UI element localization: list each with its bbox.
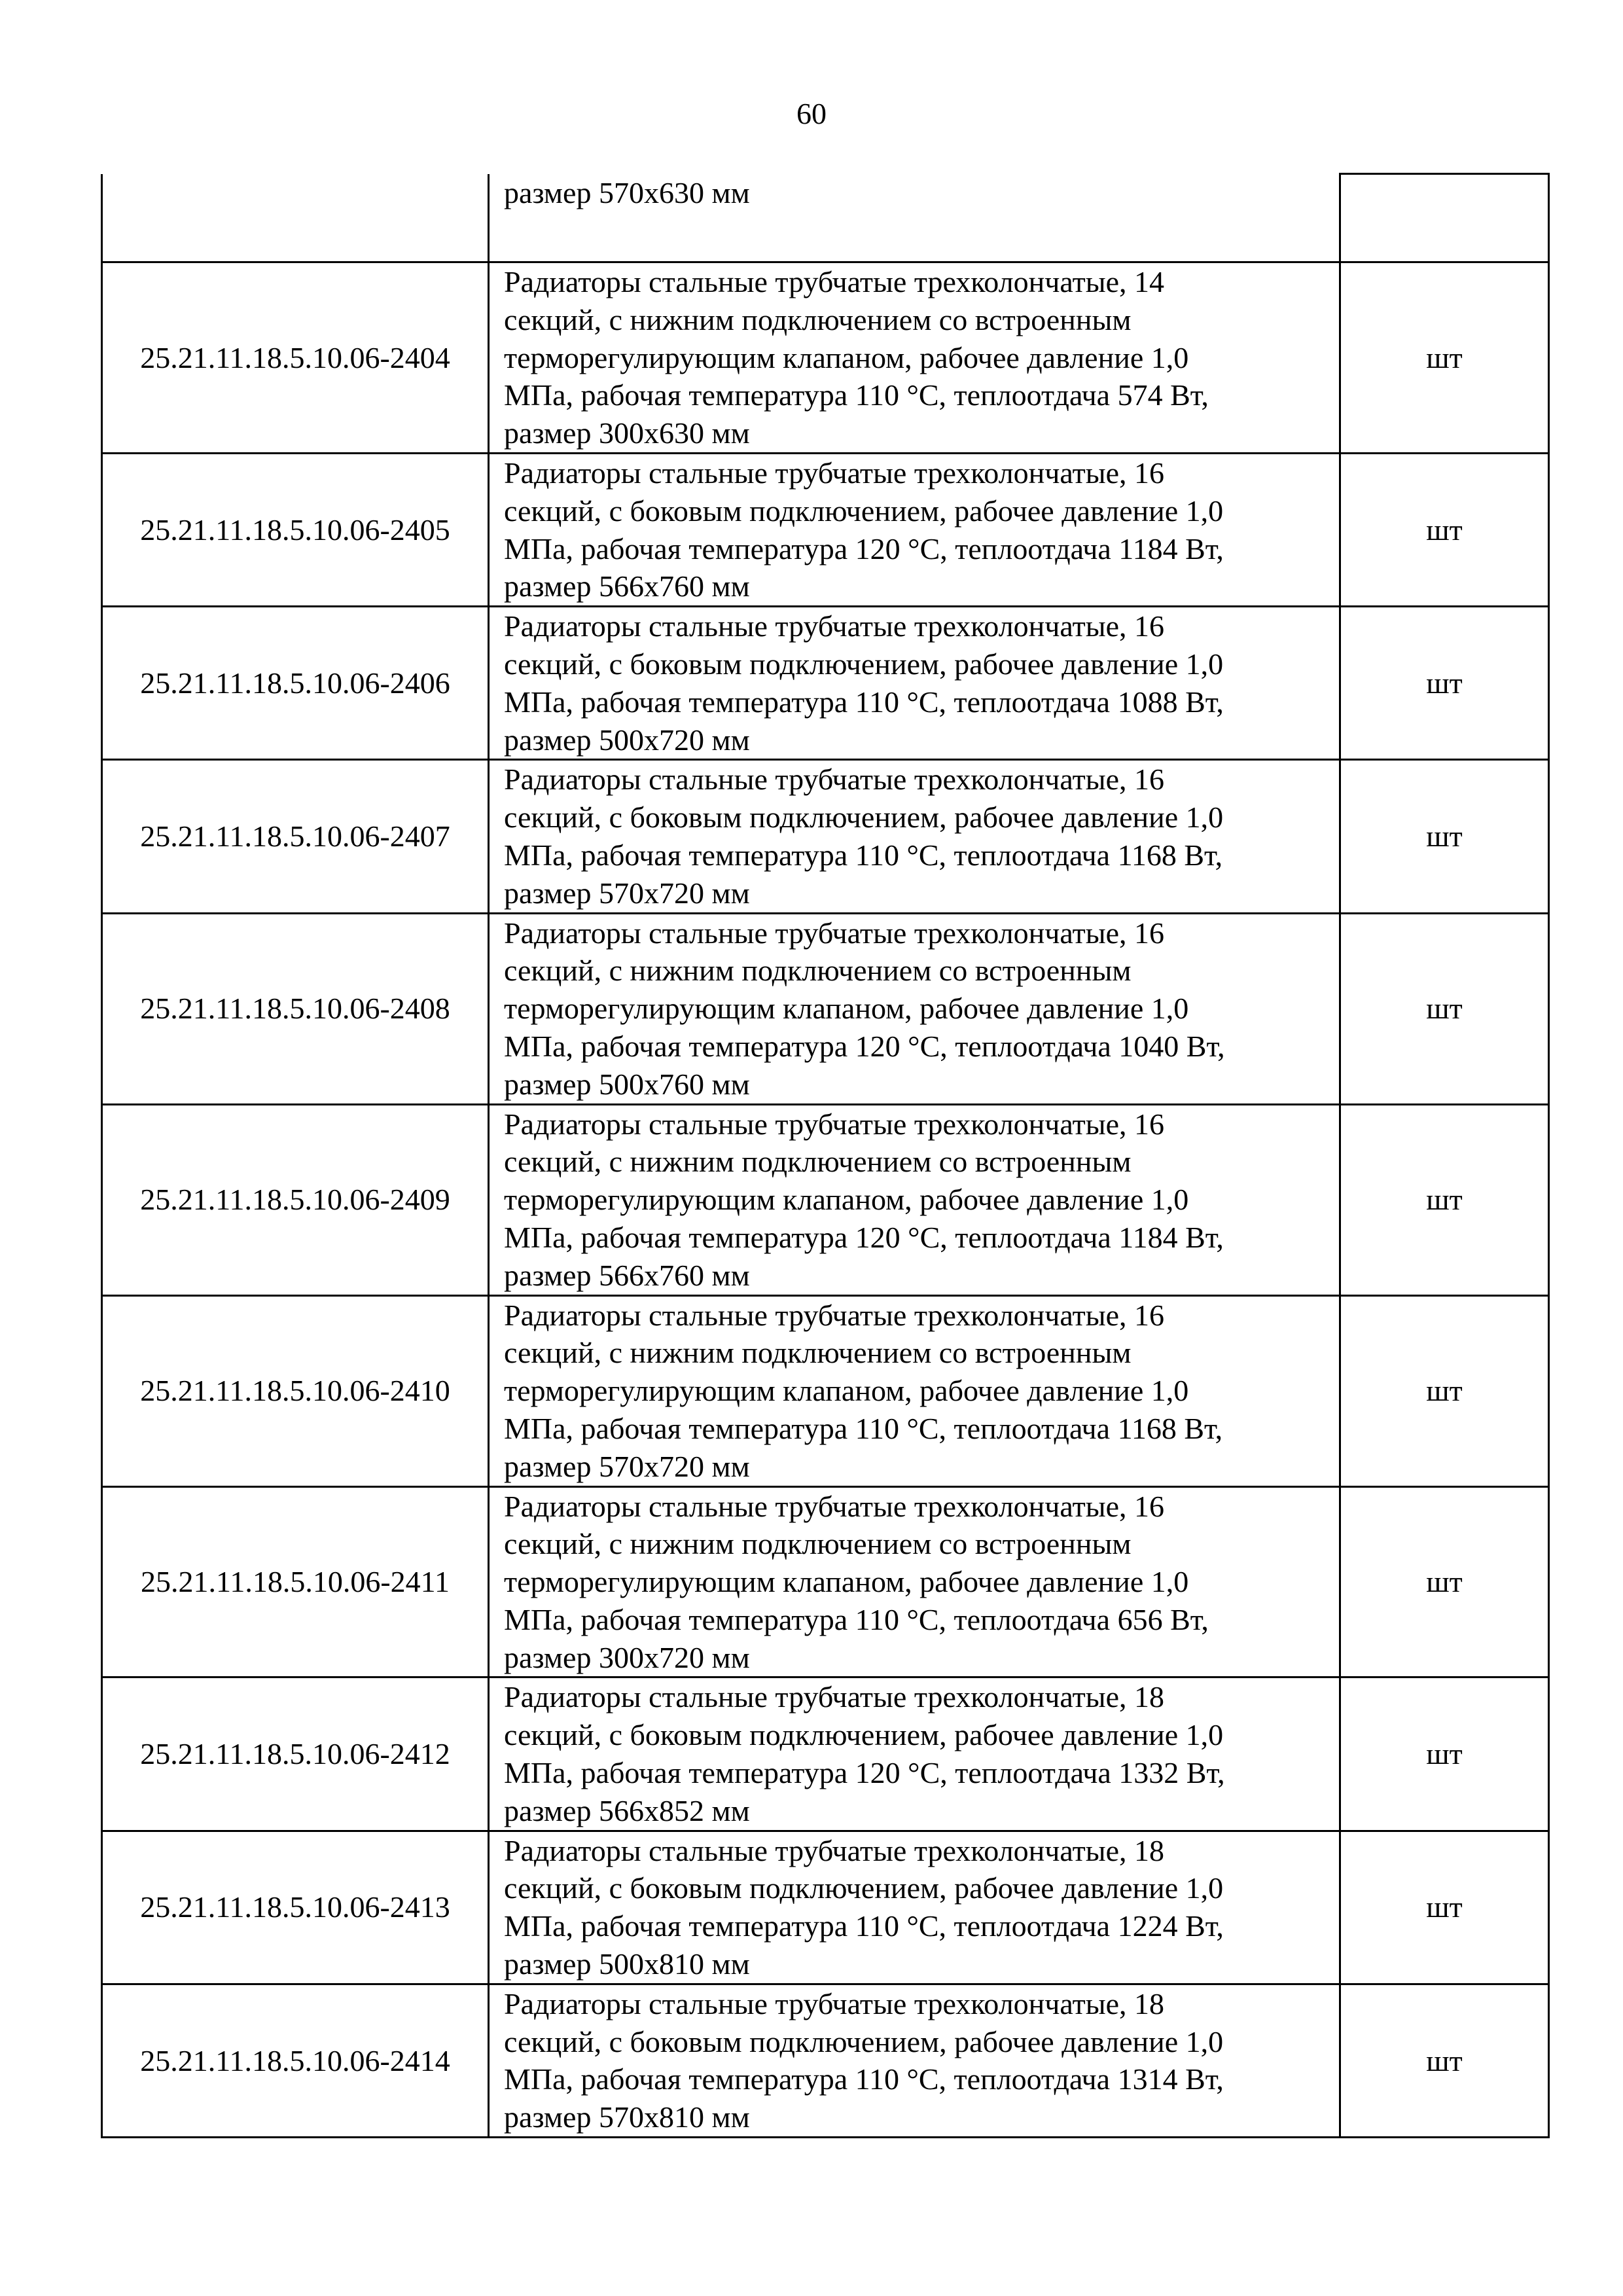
description-line: секций, с нижним подключением со встроенным bbox=[504, 1336, 1132, 1370]
code-cell: 25.21.11.18.5.10.06-2413 bbox=[102, 1831, 489, 1984]
description-cell bbox=[489, 1486, 1340, 1677]
description-line: секций, с боковым подключением, рабочее давление 1,0 bbox=[504, 2024, 1224, 2058]
description-line: размер 500х810 мм bbox=[504, 1947, 750, 1981]
unit-cell: шт bbox=[1340, 1104, 1549, 1295]
description-line: терморегулирующим клапаном, рабочее давление 1,0 bbox=[504, 340, 1189, 374]
table-row bbox=[102, 913, 1549, 1104]
unit-cell: шт bbox=[1340, 453, 1549, 606]
description-line: Радиаторы стальные трубчатые трехколончатые, 16 bbox=[504, 762, 1165, 797]
description-line: размер 300х630 мм bbox=[504, 416, 750, 450]
description-cell bbox=[489, 760, 1340, 913]
description-line: Радиаторы стальные трубчатые трехколончатые, 14 bbox=[504, 265, 1165, 298]
description-line: размер 566х852 мм bbox=[504, 1793, 750, 1827]
description-line: Радиаторы стальные трубчатые трехколончатые, 16 bbox=[504, 1298, 1165, 1332]
resource-table bbox=[101, 173, 1550, 2138]
code-cell bbox=[102, 174, 489, 262]
table-row bbox=[102, 1831, 1549, 1984]
description-line: терморегулирующим клапаном, рабочее давление 1,0 bbox=[504, 1183, 1189, 1217]
description-line: МПа, рабочая температура 110 °С, теплоотдача 574 Вт, bbox=[504, 378, 1209, 412]
description-line: терморегулирующим клапаном, рабочее давление 1,0 bbox=[504, 992, 1189, 1026]
table-row bbox=[102, 1984, 1549, 2137]
description-line: размер 566х760 мм bbox=[504, 1258, 750, 1292]
unit-cell: шт bbox=[1340, 1984, 1549, 2137]
code-cell: 25.21.11.18.5.10.06-2405 bbox=[102, 453, 489, 606]
code-cell: 25.21.11.18.5.10.06-2409 bbox=[102, 1104, 489, 1295]
table-row bbox=[102, 1486, 1549, 1677]
code-cell: 25.21.11.18.5.10.06-2406 bbox=[102, 607, 489, 760]
code-cell: 25.21.11.18.5.10.06-2411 bbox=[102, 1486, 489, 1677]
unit-cell: шт bbox=[1340, 607, 1549, 760]
description-line: Радиаторы стальные трубчатые трехколончатые, 16 bbox=[504, 456, 1165, 490]
description-line: МПа, рабочая температура 120 °С, теплоотдача 1184 Вт, bbox=[504, 531, 1224, 565]
description-line: Радиаторы стальные трубчатые трехколончатые, 18 bbox=[504, 1833, 1165, 1867]
description-line: Радиаторы стальные трубчатые трехколончатые, 16 bbox=[504, 1107, 1165, 1141]
description-cell bbox=[489, 1831, 1340, 1984]
description-line: МПа, рабочая температура 110 °С, теплоотдача 1168 Вт, bbox=[504, 838, 1223, 872]
code-cell: 25.21.11.18.5.10.06-2412 bbox=[102, 1677, 489, 1831]
description-cell bbox=[489, 1984, 1340, 2137]
unit-cell: шт bbox=[1340, 262, 1549, 454]
description-line: секций, с боковым подключением, рабочее давление 1,0 bbox=[504, 1871, 1224, 1905]
description-cell: размер 570х630 мм bbox=[489, 174, 1340, 262]
table-row-continuation bbox=[102, 174, 1549, 262]
page-number: 60 bbox=[796, 97, 827, 130]
unit-cell: шт bbox=[1340, 1677, 1549, 1831]
description-line: терморегулирующим клапаном, рабочее давление 1,0 bbox=[504, 1565, 1189, 1599]
description-line: секций, с нижним подключением со встроенным bbox=[504, 1145, 1132, 1179]
description-line: секций, с боковым подключением, рабочее давление 1,0 bbox=[504, 1718, 1224, 1752]
description-line: размер 570х720 мм bbox=[504, 876, 750, 910]
description-line: Радиаторы стальные трубчатые трехколончатые, 16 bbox=[504, 916, 1165, 950]
table-row bbox=[102, 607, 1549, 760]
unit-cell bbox=[1340, 174, 1549, 262]
table-row bbox=[102, 1104, 1549, 1295]
table-row bbox=[102, 1677, 1549, 1831]
unit-cell: шт bbox=[1340, 913, 1549, 1104]
description-line: Радиаторы стальные трубчатые трехколончатые, 18 bbox=[504, 1680, 1165, 1714]
description-line: терморегулирующим клапаном, рабочее давление 1,0 bbox=[504, 1374, 1189, 1408]
description-line: размер 500х760 мм bbox=[504, 1067, 750, 1101]
table-row bbox=[102, 262, 1549, 454]
code-cell: 25.21.11.18.5.10.06-2408 bbox=[102, 913, 489, 1104]
description-line: секций, с нижним подключением со встроенным bbox=[504, 302, 1132, 336]
code-cell: 25.21.11.18.5.10.06-2414 bbox=[102, 1984, 489, 2137]
description-cell bbox=[489, 453, 1340, 606]
description-line: МПа, рабочая температура 110 °С, теплоотдача 656 Вт, bbox=[504, 1602, 1209, 1636]
description-line: размер 570х720 мм bbox=[504, 1449, 750, 1483]
unit-cell: шт bbox=[1340, 1486, 1549, 1677]
description-line: МПа, рабочая температура 120 °С, теплоотдача 1332 Вт, bbox=[504, 1756, 1225, 1790]
description-line: секций, с нижним подключением со встроенным bbox=[504, 954, 1132, 988]
description-line: МПа, рабочая температура 110 °С, теплоотдача 1314 Вт, bbox=[504, 2062, 1224, 2096]
code-cell: 25.21.11.18.5.10.06-2404 bbox=[102, 262, 489, 454]
table-row bbox=[102, 760, 1549, 913]
table-row bbox=[102, 1295, 1549, 1486]
description-cell bbox=[489, 1104, 1340, 1295]
description-cell bbox=[489, 1677, 1340, 1831]
description-cell bbox=[489, 262, 1340, 454]
table-body bbox=[102, 174, 1549, 2138]
description-line: Радиаторы стальные трубчатые трехколончатые, 18 bbox=[504, 1986, 1165, 2020]
description-line: Радиаторы стальные трубчатые трехколончатые, 16 bbox=[504, 1489, 1165, 1523]
description-line: МПа, рабочая температура 110 °С, теплоотдача 1168 Вт, bbox=[504, 1411, 1223, 1445]
description-line: секций, с боковым подключением, рабочее давление 1,0 bbox=[504, 647, 1224, 681]
unit-cell: шт bbox=[1340, 1295, 1549, 1486]
description-line: размер 500х720 мм bbox=[504, 723, 750, 757]
description-line: МПа, рабочая температура 110 °С, теплоотдача 1088 Вт, bbox=[504, 685, 1224, 719]
description-line: размер 300х720 мм bbox=[504, 1640, 750, 1674]
description-cell bbox=[489, 607, 1340, 760]
description-cell bbox=[489, 1295, 1340, 1486]
description-line: МПа, рабочая температура 120 °С, теплоотдача 1184 Вт, bbox=[504, 1220, 1224, 1254]
description-line: секций, с боковым подключением, рабочее давление 1,0 bbox=[504, 800, 1224, 834]
description-cell bbox=[489, 913, 1340, 1104]
unit-cell: шт bbox=[1340, 1831, 1549, 1984]
description-line: МПа, рабочая температура 110 °С, теплоотдача 1224 Вт, bbox=[504, 1909, 1224, 1943]
description-line: секций, с боковым подключением, рабочее давление 1,0 bbox=[504, 493, 1224, 528]
description-line: секций, с нижним подключением со встроенным bbox=[504, 1527, 1132, 1561]
code-cell: 25.21.11.18.5.10.06-2407 bbox=[102, 760, 489, 913]
table-row bbox=[102, 453, 1549, 606]
description-line: размер 570х810 мм bbox=[504, 2100, 750, 2134]
description-line: МПа, рабочая температура 120 °С, теплоотдача 1040 Вт, bbox=[504, 1029, 1225, 1063]
description-line: Радиаторы стальные трубчатые трехколончатые, 16 bbox=[504, 609, 1165, 643]
description-line: размер 566х760 мм bbox=[504, 569, 750, 603]
code-cell: 25.21.11.18.5.10.06-2410 bbox=[102, 1295, 489, 1486]
unit-cell: шт bbox=[1340, 760, 1549, 913]
